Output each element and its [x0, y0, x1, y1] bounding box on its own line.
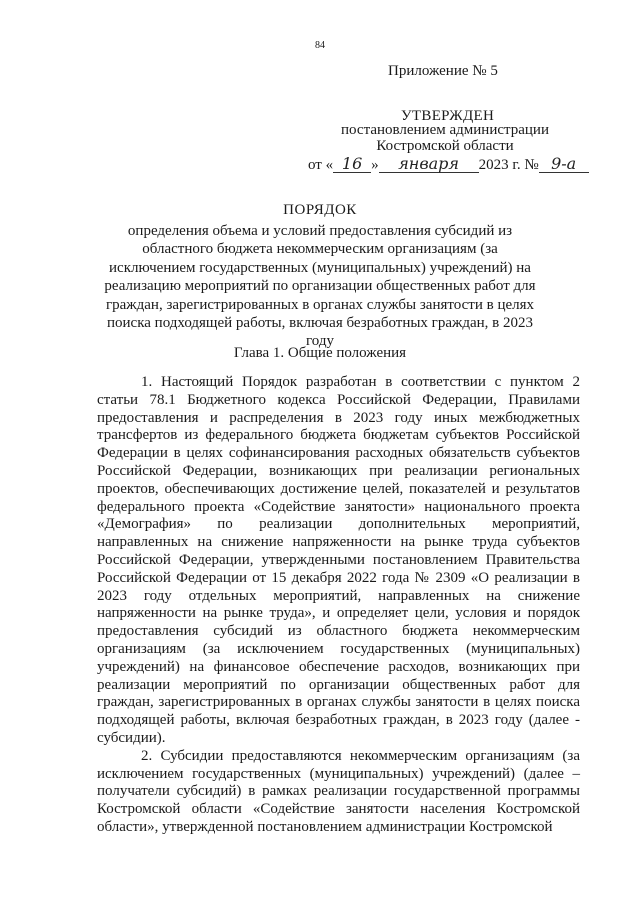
appendix-label: Приложение № 5	[388, 63, 498, 79]
document-title: ПОРЯДОК	[283, 202, 357, 218]
handwritten-number: 9-а	[539, 156, 589, 173]
approval-line-2: Костромской области	[376, 138, 514, 154]
approval-date-line	[308, 156, 589, 174]
date-day-close: »	[371, 157, 379, 173]
body-text	[97, 374, 580, 837]
document-subtitle: определения объема и условий предоставления субсидий из областного бюджета некоммерческим организациям (за исключением государственных (муниципальных) учреждений) на реализацию мероприятий по организации общественных работ для граждан, зарегистрированных в органах службы занятости в целях поиска подходящей работы, включая безработных граждан, в 2023 году	[104, 223, 536, 350]
paragraph-1: 1. Настоящий Порядок разработан в соответствии с пунктом 2 статьи 78.1 Бюджетного кодекса Российской Федерации, Правилами предоставления и распределения в 2023 году иных межбюджетных трансфертов из федерального бюджета бюджетам субъектов Российской Федерации в целях софинансирования расходных обязательств субъектов Российской Федерации, возникающих при реализации региональных проектов, обеспечивающих достижение целей, показателей и результатов федерального проекта «Содействие занятости» национального проекта «Демография» по реализации дополнительных мероприятий, направленных на снижение напряженности на рынке труда субъектов Российской Федерации, утвержденными постановлением Правительства Российской Федерации от 15 декабря 2022 года № 2309 «О реализации в 2023 году отдельных мероприятий, направленных на снижение напряженности на рынке труда», и определяет цели, условия и порядок предоставления субсидий из областного бюджета некоммерческим организациям (за исключением государственных (муниципальных) учреждений) на финансовое обеспечение расходов, возникающих при реализации мероприятий по организации общественных работ для граждан, зарегистрированных в органах службы занятости в целях поиска подходящей работы, включая безработных граждан, в 2023 году (далее - субсидии).	[97, 374, 580, 746]
date-year: 2023 г. №	[478, 157, 539, 173]
approval-heading: УТВЕРЖДЕН	[401, 108, 495, 124]
handwritten-month: января	[379, 156, 479, 173]
paragraph-2: 2. Субсидии предоставляются некоммерческим организациям (за исключением государственных (муниципальных) учреждений) (далее – получатели субсидий) в рамках реализации государственной программы Костромской области «Содействие занятости населения Костромской области», утвержденной постановлением администрации Костромской	[97, 747, 580, 835]
page-number: 84	[315, 40, 325, 51]
chapter-heading: Глава 1. Общие положения	[233, 345, 407, 361]
date-prefix: от «	[308, 157, 334, 173]
handwritten-day: 16	[333, 156, 371, 173]
approval-line-1: постановлением администрации	[341, 122, 549, 138]
